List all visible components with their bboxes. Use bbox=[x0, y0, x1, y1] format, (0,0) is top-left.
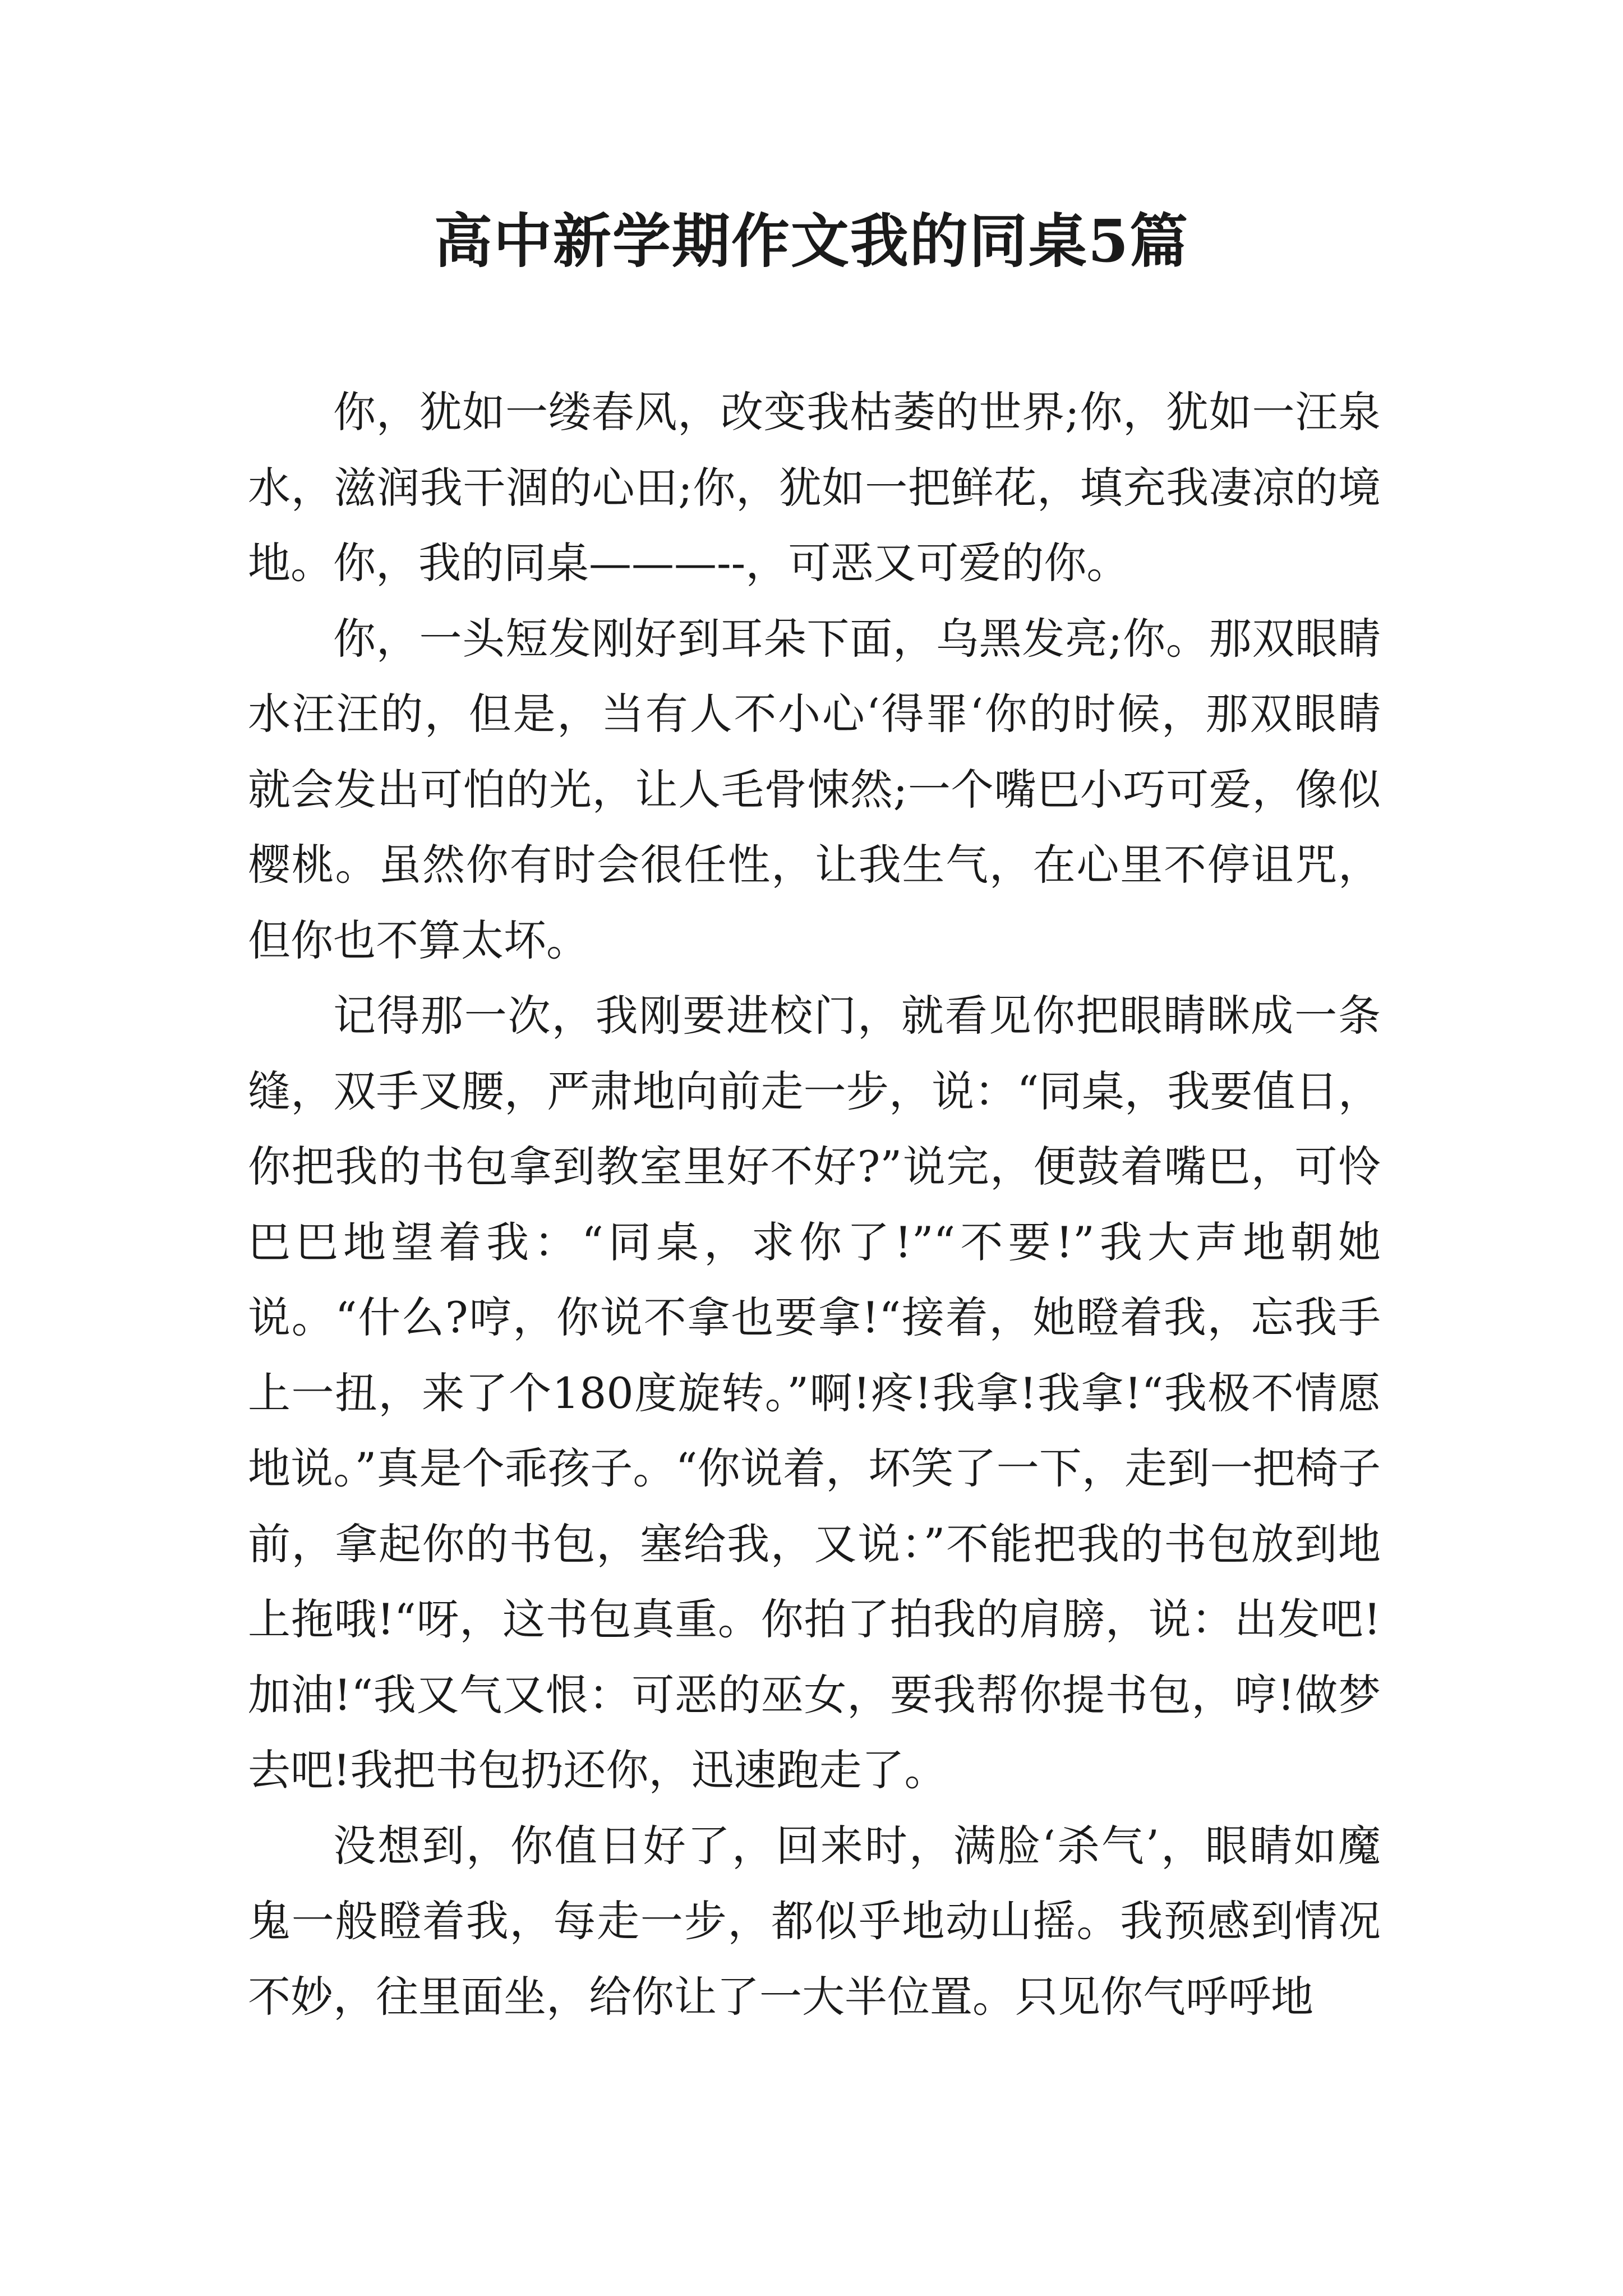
document-body bbox=[248, 375, 1381, 2035]
paragraph-1: 你，犹如一缕春风，改变我枯萎的世界;你，犹如一汪泉水，滋润我干涸的心田;你，犹如一把鲜花，填充我凄凉的境地。你，我的同桌———--，可恶又可爱的你。 bbox=[248, 387, 1381, 588]
paragraph-3: 记得那一次，我刚要进校门，就看见你把眼睛眯成一条缝，双手叉腰，严肃地向前走一步，说：“同桌，我要值日，你把我的书包拿到教室里好不好?”说完，便鼓着嘴巴，可怜巴巴地望着我：“同桌，求你了!”“不要!”我大声地朝她说。“什么?哼，你说不拿也要拿!“接着，她瞪着我，忘我手上一扭，来了个180度旋转。”啊!疼!我拿!我拿!“我极不情愿地说。”真是个乖孩子。“你说着，坏笑了一下，走到一把椅子前，拿起你的书包，塞给我，又说：”不能把我的书包放到地上拖哦!“呀，这书包真重。你拍了拍我的肩膀，说：出发吧!加油!“我又气又恨：可恶的巫女，要我帮你提书包，哼!做梦去吧!我把书包扔还你，迅速跑走了。 bbox=[248, 991, 1381, 1795]
paragraph-4: 没想到，你值日好了，回来时，满脸‘杀气’，眼睛如魔鬼一般瞪着我，每走一步，都似乎地动山摇。我预感到情况不妙，往里面坐，给你让了一大半位置。只见你气呼呼地 bbox=[248, 1820, 1381, 2022]
document-title: 高中新学期作文我的同桌5篇 bbox=[434, 206, 1189, 275]
paragraph-2: 你，一头短发刚好到耳朵下面，乌黑发亮;你。那双眼睛水汪汪的，但是，当有人不小心‘得罪‘你的时候，那双眼睛就会发出可怕的光，让人毛骨悚然;一个嘴巴小巧可爱，像似樱桃。虽然你有时会很任性，让我生气，在心里不停诅咒，但你也不算太坏。 bbox=[248, 613, 1381, 965]
